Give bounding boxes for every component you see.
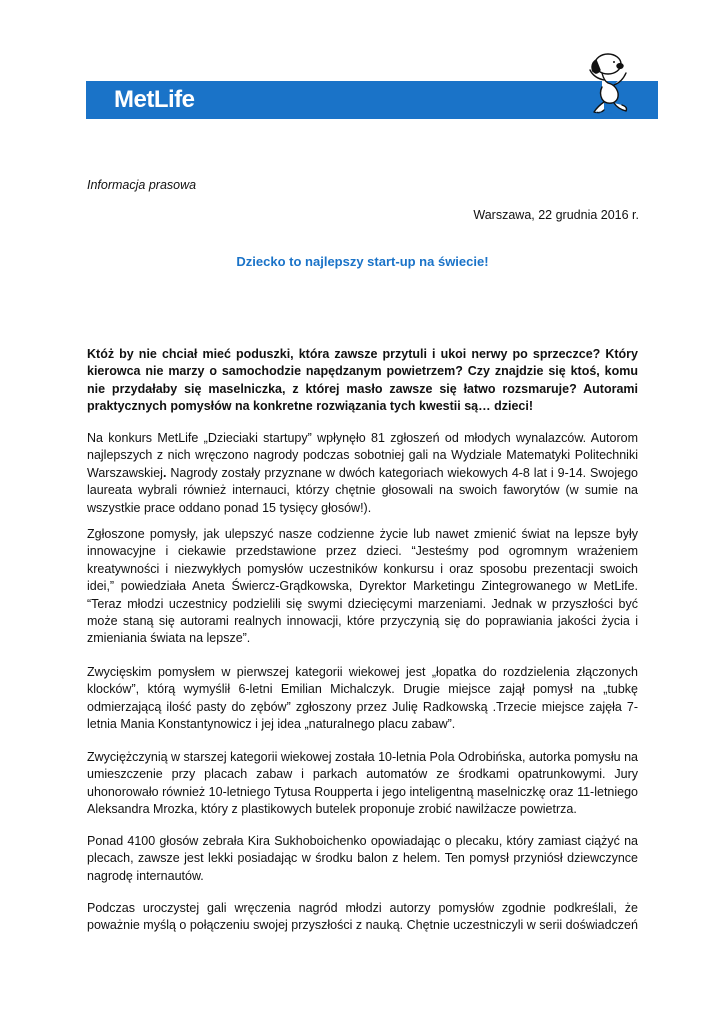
paragraph-first-category: Zwycięskim pomysłem w pierwszej kategorii wiekowej jest „łopatka do rozdzielenia złączonych klocków”, którą wymyślił 6-letni Emilian Michalczyk. Drugie miejsce zajął pomysł na „tubkę odmierzającą ilość pasty do zębów” zgłoszony przez Julię Radkowską .Trzecie miejsce zajęła 7-letnia Mania Konstantynowicz i jej idea „naturalnego placu zabaw”. <box>87 665 638 732</box>
paragraph-ideas: Zgłoszone pomysły, jak ulepszyć nasze codzienne życie lub nawet zmienić świat na lepsze były innowacyjne i ciekawie przedstawione przez dzieci. “Jesteśmy pod ogromnym wrażeniem kreatywności i niezwykłych pomysłów uczestników konkursu i oraz sposobu prezentacji swoich idei,” powiedziała Aneta Świercz-Grądkowska, Dyrektor Marketingu Zintegrowanego w MetLife. “Teraz młodzi uczestnicy podzielili się swymi dziecięcymi marzeniami. Jednak w przyszłości być może staną się autorami realnych innowacji, które przyczynią się do poprawiania jakości życia i zmieniania świata na lepsze”. <box>87 527 638 646</box>
paragraph-contest <box>87 430 638 517</box>
lead-paragraph: Któż by nie chciał mieć poduszki, która zawsze przytuli i ukoi nerwy po sprzeczce? Który kierowca nie marzy o samochodzie napędzanym powietrzem? Czy znajdzie się ktoś, komu nie przydałaby się maselniczka, z której masło zawsze się łatwo rozsmaruje? Autorami praktycznych pomysłów na konkretne rozwiązania tych kwestii są… dzieci! <box>87 347 638 414</box>
paragraph-gala: Podczas uroczystej gali wręczenia nagród młodzi autorzy pomysłów zgodnie podkreślali, że poważnie myślą o połączeniu swojej przyszłości z nauką. Chętnie uczestniczyli w serii doświadczeń <box>87 901 638 933</box>
document-label: Informacja prasowa <box>87 178 197 192</box>
paragraph-contest-part-b: Nagrody zostały przyznane w dwóch kategoriach wiekowych 4-8 lat i 9-14. Swojego laureata wybrali również internauci, którzy chętnie głosowali na swoich faworytów (w sumie na wszystkie prace oddano ponad 15 tysięcy głosów!). <box>87 465 638 515</box>
paragraph-contest-part-a: Na konkurs MetLife „Dzieciaki startupy” wpłynęło 81 zgłoszeń od młodych wynalazców. Autorom najlepszych z nich wręczono nagrody podczas sobotniej gali na Wydziale Matematyki Politechniki Warszawskiej <box>87 431 638 480</box>
metlife-logo: MetLife <box>114 86 195 113</box>
paragraph-internet-award: Ponad 4100 głosów zebrała Kira Sukhoboichenko opowiadając o plecaku, który zamiast ciążyć na plecach, zawsze jest lekki posiadając w środku balon z helem. Ten pomysł przyniósł dziewczynce nagrodę internautów. <box>87 834 638 883</box>
mascot-caption: © Peanuts <box>596 111 613 115</box>
document-title: Dziecko to najlepszy start-up na świecie! <box>236 254 489 269</box>
document-date: Warszawa, 22 grudnia 2016 r. <box>473 208 639 222</box>
snoopy-mascot-icon <box>578 50 636 116</box>
paragraph-second-category: Zwyciężczynią w starszej kategorii wiekowej została 10-letnia Pola Odrobińska, autorka pomysłu na umieszczenie przy placach zabaw i parkach automatów ze środkami opatrunkowymi. Jury uhonorowało również 10-letniego Tytusa Roupperta i jego inteligentną maselniczkę oraz 11-letniego Aleksandra Mrozka, który z plastikowych butelek proponuje zrobić nawilżacze powietrza. <box>87 750 638 817</box>
paragraph-contest-dot: . <box>162 465 167 480</box>
